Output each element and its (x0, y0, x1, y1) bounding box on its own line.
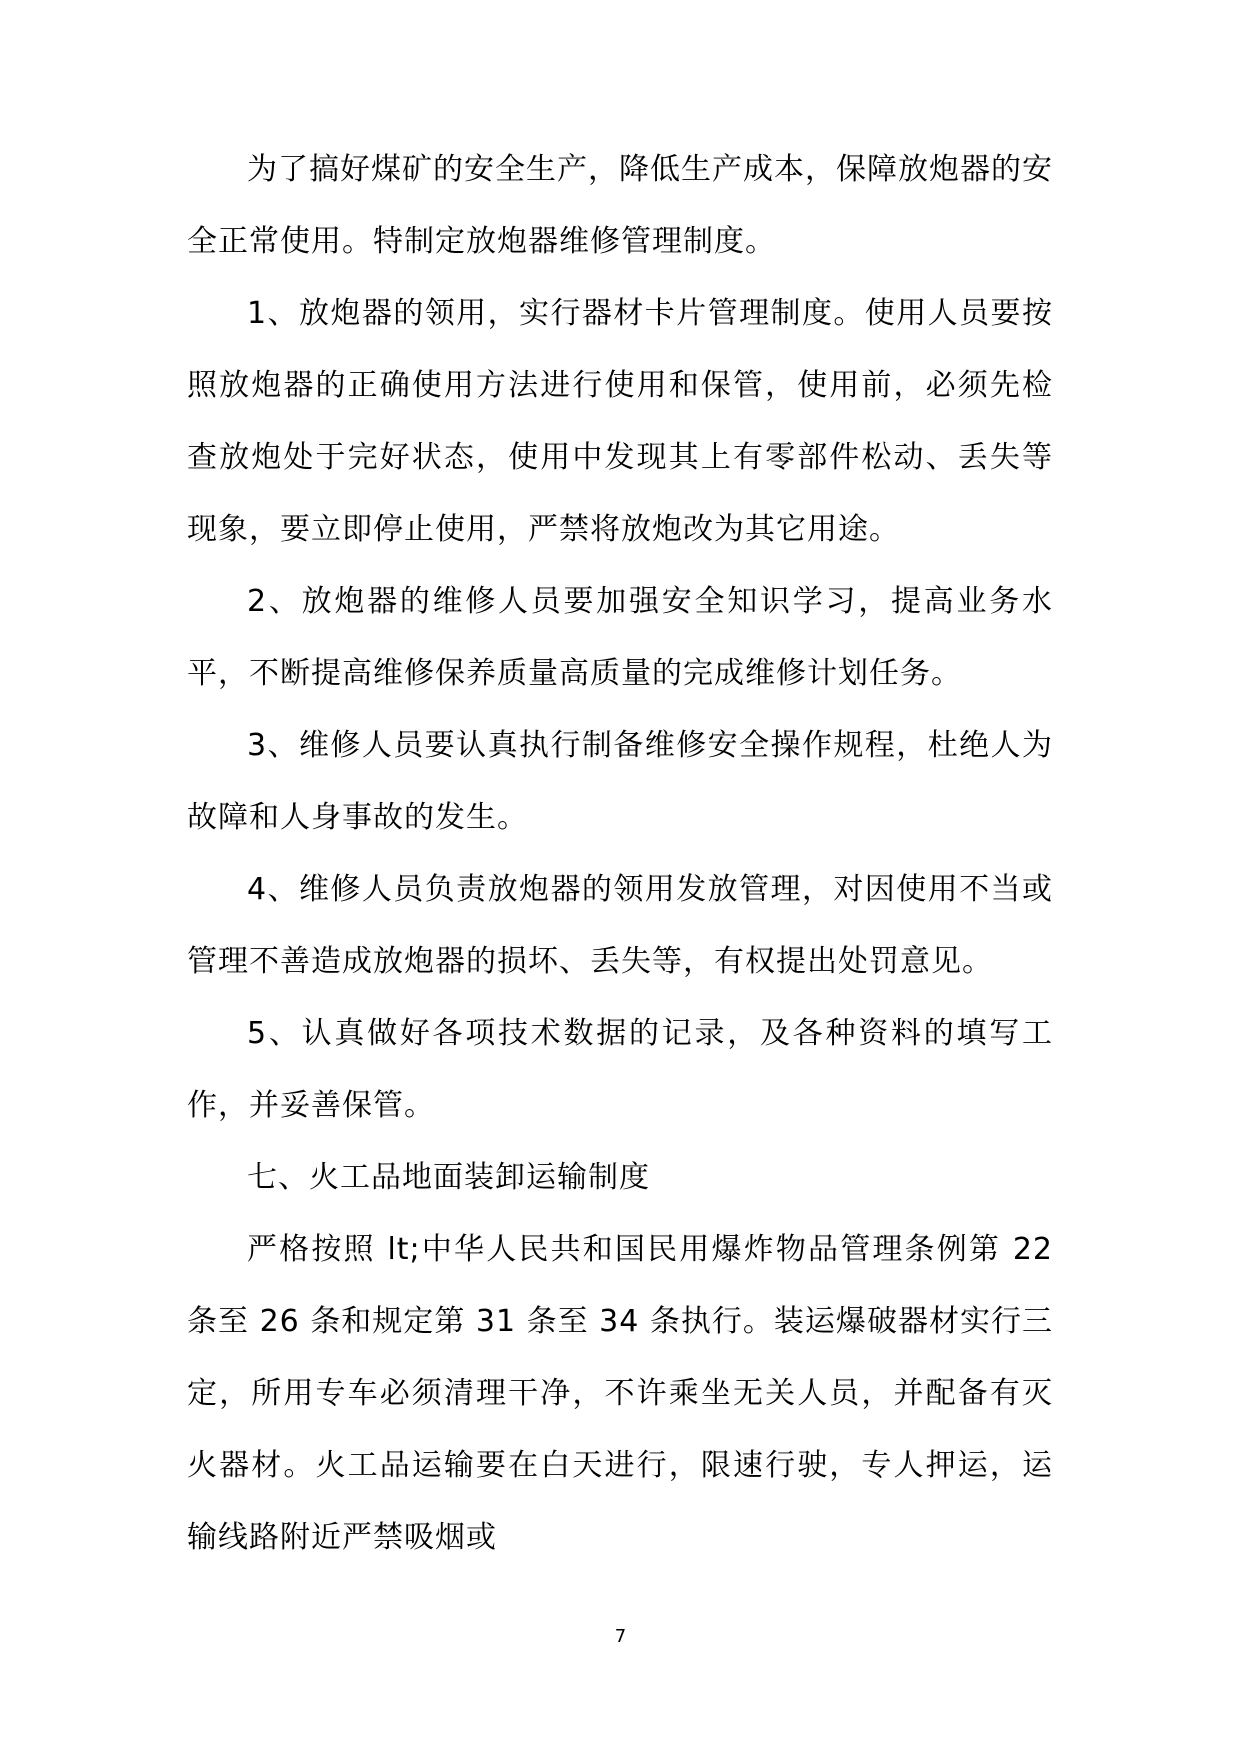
paragraph-item-2: 2、放炮器的维修人员要加强安全知识学习，提高业务水平，不断提高维修保养质量高质量的完成维修计划任务。 (187, 584, 1053, 691)
paragraph-item-3: 3、维修人员要认真执行制备维修安全操作规程，杜绝人为故障和人身事故的发生。 (187, 728, 1053, 835)
paragraph-intro: 为了搞好煤矿的安全生产，降低生产成本，保障放炮器的安全正常使用。特制定放炮器维修管理制度。 (187, 152, 1053, 259)
paragraph-item-4: 4、维修人员负责放炮器的领用发放管理，对因使用不当或管理不善造成放炮器的损坏、丢失等，有权提出处罚意见。 (187, 872, 1053, 979)
page-number: 7 (614, 1626, 627, 1647)
paragraph-section-body: 严格按照 lt;中华人民共和国民用爆炸物品管理条例第 22 条至 26 条和规定第 31 条至 34 条执行。装运爆破器材实行三定，所用专车必须清理干净，不许乘坐无关人员，并配备有灭火器材。火工品运输要在白天进行，限速行驶，专人押运，运输线路附近严禁吸烟或 (187, 1232, 1053, 1555)
paragraph-item-5: 5、认真做好各项技术数据的记录，及各种资料的填写工作，并妥善保管。 (187, 1016, 1053, 1123)
section-heading: 七、火工品地面装卸运输制度 (247, 1160, 650, 1195)
document-body (187, 134, 1053, 1574)
paragraph-item-1: 1、放炮器的领用，实行器材卡片管理制度。使用人员要按照放炮器的正确使用方法进行使用和保管，使用前，必须先检查放炮处于完好状态，使用中发现其上有零部件松动、丢失等现象，要立即停止使用，严禁将放炮改为其它用途。 (187, 296, 1053, 547)
